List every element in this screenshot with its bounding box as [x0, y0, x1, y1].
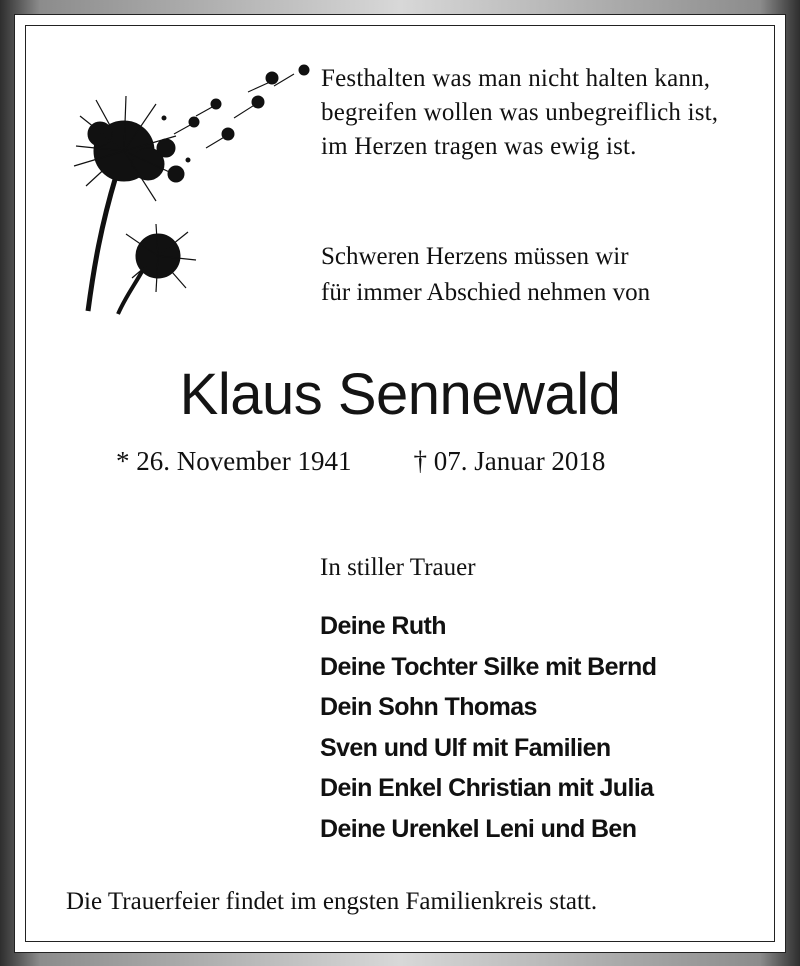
quote-line: Festhalten was man nicht halten kann, — [321, 65, 711, 92]
farewell-intro — [321, 239, 650, 311]
mourning-heading: In stiller Trauer — [320, 554, 476, 581]
dandelion-icon — [56, 56, 316, 316]
quote-line: begreifen wollen was unbegreiflich ist, — [321, 99, 719, 126]
quote-block — [321, 62, 718, 164]
mourner-item: Dein Enkel Christian mit Julia — [320, 774, 654, 802]
mourner-item: Deine Urenkel Leni und Ben — [320, 814, 637, 843]
mourner-item: Sven und Ulf mit Familien — [320, 733, 611, 762]
intro-line: für immer Abschied nehmen von — [321, 279, 651, 306]
death-date: † 07. Januar 2018 — [413, 446, 606, 476]
intro-line: Schweren Herzens müssen wir — [321, 243, 629, 270]
deceased-name: Klaus Sennewald — [179, 362, 621, 427]
birth-date: * 26. November 1941 — [116, 446, 352, 476]
mourners-list — [320, 606, 656, 849]
obituary-card — [14, 14, 786, 953]
inner-border — [25, 25, 775, 942]
life-dates — [116, 446, 605, 477]
mourner-item: Deine Tochter Silke mit Bernd — [320, 652, 657, 681]
mourner-item: Dein Sohn Thomas — [320, 693, 537, 721]
quote-line: im Herzen tragen was ewig ist. — [321, 133, 637, 160]
mourner-item: Deine Ruth — [320, 612, 446, 640]
funeral-note: Die Trauerfeier findet im engsten Familienkreis statt. — [66, 888, 598, 915]
